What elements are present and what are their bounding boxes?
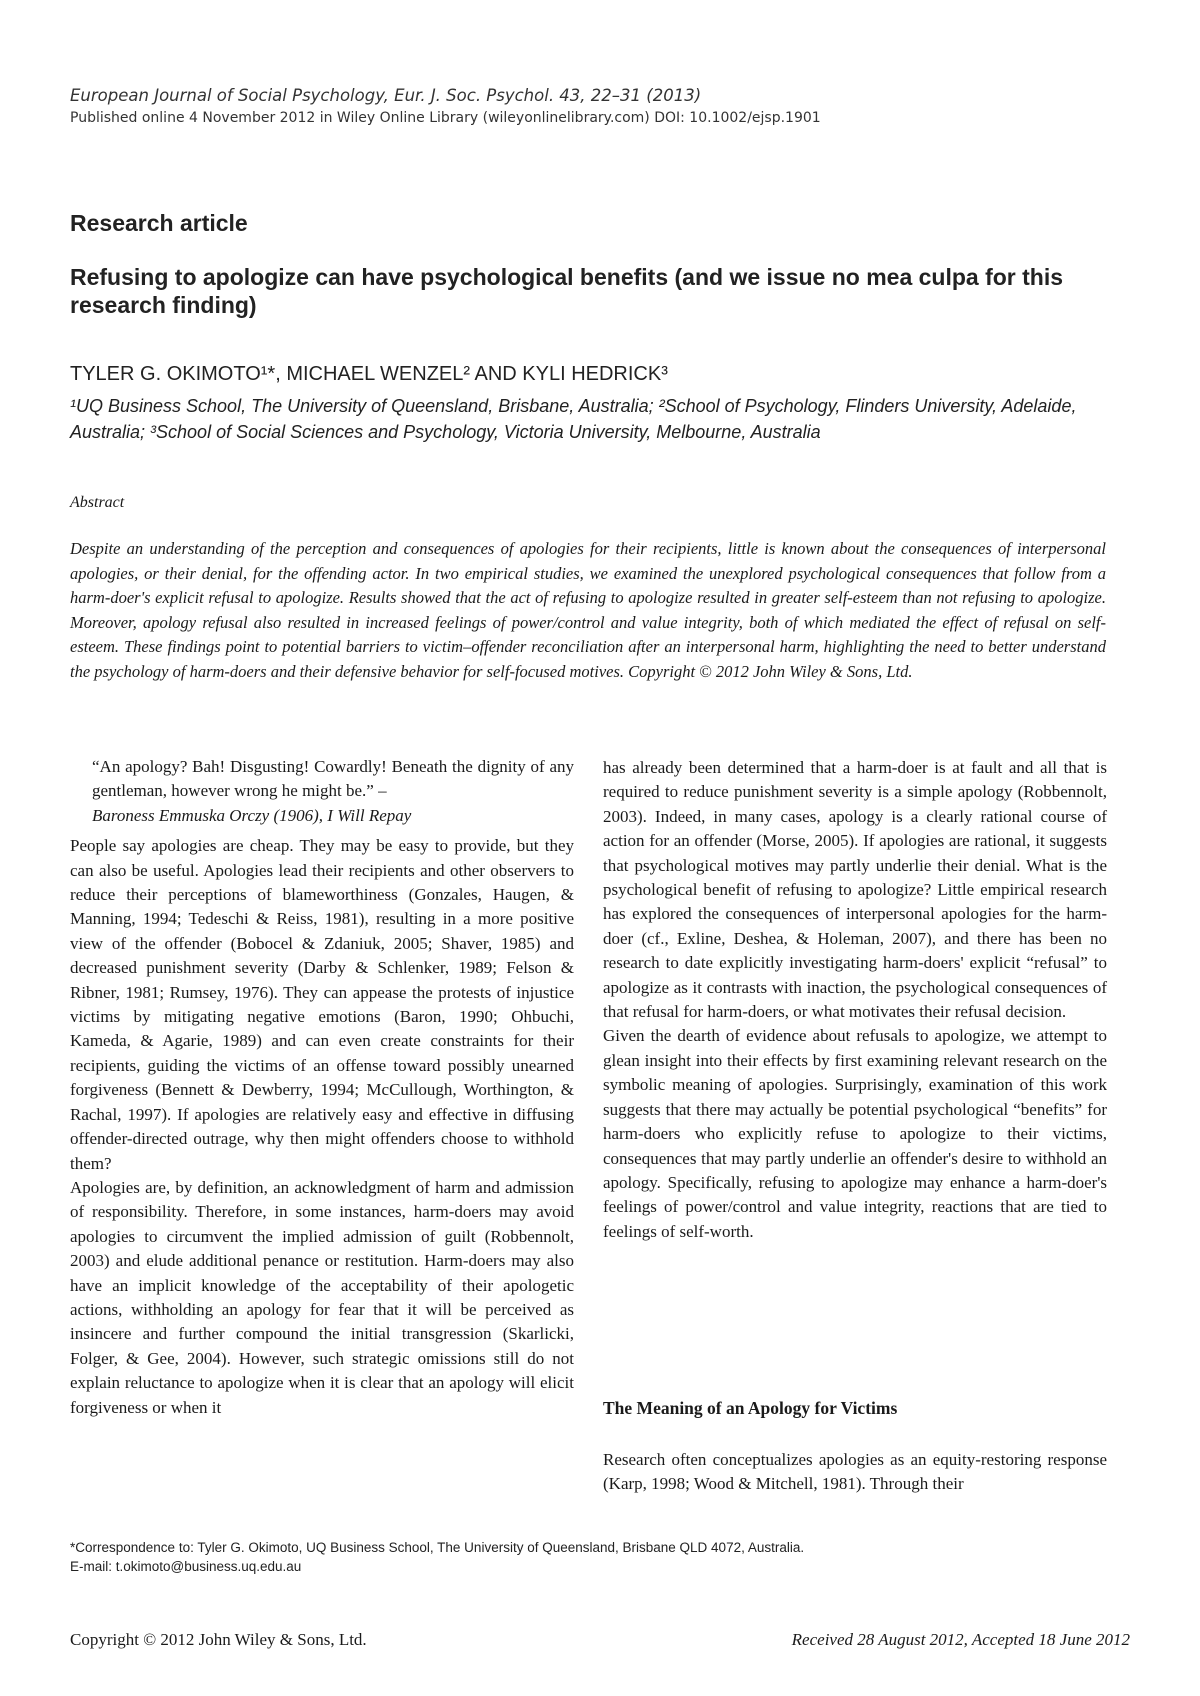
section-heading: The Meaning of an Apology for Victims	[603, 1398, 898, 1418]
publication-info: Published online 4 November 2012 in Wiley Online Library (wileyonlinelibrary.com) DOI: 10.1002/ejsp.1901	[70, 110, 821, 126]
body-paragraph: Research often conceptualizes apologies as an equity-restoring response (Karp, 1998; Wood & Mitchell, 1981). Through their	[603, 1450, 1107, 1494]
article-type: Research article	[70, 210, 248, 236]
body-paragraph: Given the dearth of evidence about refusals to apologize, we attempt to glean insight into their effects by first examining relevant research on the symbolic meaning of apologies. Surprisingly, examination of this work suggests that there may actually be potential psychological “benefits” for harm-doers who explicitly refuse to apologize to their victims, consequences that may partly underlie an offender's desire to withhold an apology. Specifically, refusing to apologize may enhance a harm-doer's feelings of power/control and value integrity, reactions that are tied to feelings of self-worth.	[603, 1026, 1107, 1241]
body-paragraph: Apologies are, by definition, an acknowledgment of harm and admission of responsibility. Therefore, in some instances, harm-doers may avoid apologies to circumvent the implied admission of guilt (Robbennolt, 2003) and elude additional penance or restitution. Harm-doers may also have an implicit knowledge of the acceptability of their apologetic actions, withholding an apology for fear that it will be perceived as insincere and further compound the initial transgression (Skarlicki, Folger, & Gee, 2004). However, such strategic omissions still do not explain reluctance to apologize when it is clear that an apology will elicit forgiveness or when it	[70, 1177, 574, 1417]
article-title: Refusing to apologize can have psychological benefits (and we issue no mea culpa for this research finding)	[70, 264, 1064, 318]
abstract-heading: Abstract	[70, 494, 125, 511]
email-note: E-mail: t.okimoto@business.uq.edu.au	[70, 1559, 302, 1574]
copyright-notice: Copyright © 2012 John Wiley & Sons, Ltd.	[70, 1630, 367, 1649]
received-dates: Received 28 August 2012, Accepted 18 June 2012	[791, 1630, 1130, 1649]
affiliations: ¹UQ Business School, The University of Queensland, Brisbane, Australia; ²School of Psychology, Flinders University, Adelaide, Australia; ³School of Social Sciences and Psychology, Victoria University, Melbourne, Australia	[70, 396, 1077, 442]
epigraph-attribution: Baroness Emmuska Orczy (1906), I Will Repay	[92, 805, 412, 825]
epigraph	[92, 755, 574, 828]
journal-citation: European Journal of Social Psychology, Eur. J. Soc. Psychol. 43, 22–31 (2013)	[70, 86, 702, 105]
journal-header	[70, 84, 1130, 130]
footnote	[70, 1538, 1130, 1576]
section-body	[603, 1448, 1107, 1497]
epigraph-quote: “An apology? Bah! Disgusting! Cowardly! Beneath the dignity of any gentleman, however wrong he might be.” –	[92, 757, 574, 801]
correspondence-note: *Correspondence to: Tyler G. Okimoto, UQ Business School, The University of Queensland, Brisbane QLD 4072, Australia.	[70, 1540, 805, 1555]
abstract-text: Despite an understanding of the perception and consequences of apologies for their recipients, little is known about the consequences of interpersonal apologies, or their denial, for the offending actor. In two empirical studies, we examined the unexplored psychological consequences that follow from a harm-doer's explicit refusal to apologize. Results showed that the act of refusing to apologize resulted in greater self-esteem than not refusing to apologize. Moreover, apology refusal also resulted in increased feelings of power/control and value integrity, both of which mediated the effect of refusal on self-esteem. These findings point to potential barriers to victim–offender reconciliation after an interpersonal harm, highlighting the need to better understand the psychology of harm-doers and their defensive behavior for self-focused motives. Copyright © 2012 John Wiley & Sons, Ltd.	[70, 539, 1106, 681]
body-paragraph: has already been determined that a harm-doer is at fault and all that is required to reduce punishment severity is a simple apology (Robbennolt, 2003). Indeed, in many cases, apology is a clearly rational course of action for an offender (Morse, 2005). If apologies are rational, it suggests that psychological motives may partly underlie their denial. What is the psychological benefit of refusing to apologize? Little empirical research has explored the consequences of interpersonal apologies for the harm-doer (cf., Exline, Deshea, & Holeman, 2007), and there has been no research to date explicitly investigating harm-doers' explicit “refusal” to apologize as it contrasts with inaction, the psychological consequences of that refusal for harm-doers, or what motivates their refusal decision.	[603, 758, 1107, 1022]
author-list: TYLER G. OKIMOTO¹*, MICHAEL WENZEL² AND KYLI HEDRICK³	[70, 363, 668, 385]
left-column	[70, 755, 574, 1420]
body-paragraph: People say apologies are cheap. They may be easy to provide, but they can also be useful. Apologies lead their recipients and other observers to reduce their perceptions of blameworthiness (Gonzales, Haugen, & Manning, 1994; Tedeschi & Reiss, 1981), resulting in a more positive view of the offender (Bobocel & Zdaniuk, 2005; Shaver, 1985) and decreased punishment severity (Darby & Schlenker, 1989; Felson & Ribner, 1981; Rumsey, 1976). They can appease the protests of injustice victims by mitigating negative emotions (Baron, 1990; Ohbuchi, Kameda, & Agarie, 1989) and can even create constraints for their recipients, guiding the victims of an offense toward possibly unearned forgiveness (Bennett & Dewberry, 1994; McCullough, Worthington, & Rachal, 1997). If apologies are relatively easy and effective in diffusing offender-directed outrage, why then might offenders choose to withhold them?	[70, 836, 574, 1173]
right-column	[603, 756, 1107, 1244]
